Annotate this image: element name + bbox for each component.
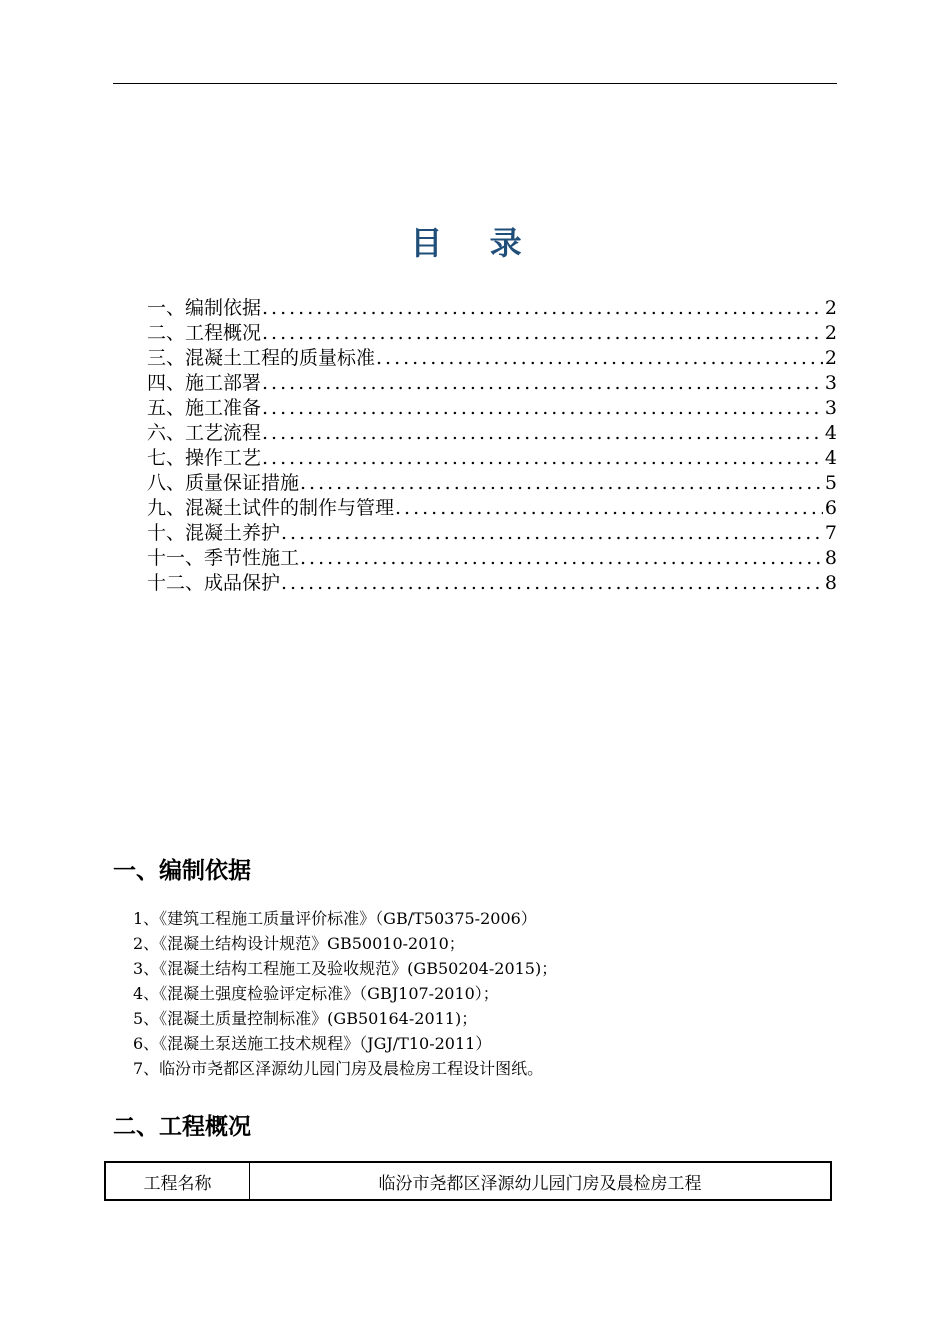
toc-leader: [262, 446, 823, 471]
toc-item[interactable]: [147, 321, 837, 346]
toc-item-page: 4: [824, 447, 837, 469]
toc-item[interactable]: [147, 521, 837, 546]
reference-item: 4、《混凝土强度检验评定标准》（GBJ107-2010）；: [133, 984, 499, 1003]
toc-item-page: 8: [824, 547, 837, 569]
toc-item[interactable]: [147, 421, 837, 446]
toc-item[interactable]: [147, 571, 837, 596]
toc-item[interactable]: [147, 371, 837, 396]
toc-item[interactable]: [147, 346, 837, 371]
toc-item-label: 十、混凝土养护: [147, 522, 281, 544]
toc-item[interactable]: [147, 396, 837, 421]
toc-item-page: 2: [824, 322, 837, 344]
reference-item: 2、《混凝土结构设计规范》GB50010-2010；: [133, 934, 465, 953]
toc-item[interactable]: [147, 546, 837, 571]
toc-item-label: 二、工程概况: [147, 322, 262, 344]
toc-item-label: 九、混凝土试件的制作与管理: [147, 497, 395, 519]
toc-leader: [395, 496, 823, 521]
toc-item-label: 七、操作工艺: [147, 447, 262, 469]
toc-item-label: 十二、成品保护: [147, 572, 281, 594]
toc-item-label: 十一、季节性施工: [147, 547, 300, 569]
reference-item: 1、《建筑工程施工质量评价标准》（GB/T50375-2006）: [133, 909, 537, 928]
reference-item: 5、《混凝土质量控制标准》(GB50164-2011)；: [133, 1009, 478, 1028]
toc-leader: [281, 571, 823, 596]
reference-item: 3、《混凝土结构工程施工及验收规范》(GB50204-2015)；: [133, 959, 558, 978]
toc-item-page: 6: [824, 497, 837, 519]
toc-item[interactable]: [147, 446, 837, 471]
toc-item-label: 五、施工准备: [147, 397, 262, 419]
toc-item[interactable]: [147, 471, 837, 496]
toc-leader: [281, 521, 823, 546]
header-rule: [113, 83, 837, 84]
toc-leader: [262, 371, 823, 396]
section-heading-overview: 二、工程概况: [113, 1114, 251, 1140]
toc-item[interactable]: [147, 496, 837, 521]
toc-item-label: 一、编制依据: [147, 297, 262, 319]
project-name-label: 工程名称: [105, 1162, 250, 1200]
toc-item-page: 8: [824, 572, 837, 594]
toc-item-label: 八、质量保证措施: [147, 472, 300, 494]
toc-item-label: 六、工艺流程: [147, 422, 262, 444]
toc-leader: [262, 396, 823, 421]
toc-item[interactable]: [147, 296, 837, 321]
toc-leader: [262, 321, 823, 346]
toc-leader: [262, 421, 823, 446]
table-row: [105, 1162, 831, 1200]
toc-item-page: 3: [824, 397, 837, 419]
toc-item-label: 三、混凝土工程的质量标准: [147, 347, 376, 369]
toc-item-page: 5: [824, 472, 837, 494]
toc-item-page: 2: [824, 297, 837, 319]
toc-item-page: 2: [824, 347, 837, 369]
toc-leader: [300, 546, 823, 571]
toc-leader: [262, 296, 823, 321]
toc-title: 目 录: [410, 224, 540, 262]
toc-leader: [376, 346, 823, 371]
reference-list: [133, 906, 833, 1081]
table-of-contents: [147, 296, 837, 596]
project-info-table: [104, 1161, 832, 1201]
project-name-value: 临汾市尧都区泽源幼儿园门房及晨检房工程: [250, 1162, 832, 1200]
toc-item-page: 7: [824, 522, 837, 544]
reference-item: 6、《混凝土泵送施工技术规程》（JGJ/T10-2011）: [133, 1034, 492, 1053]
toc-item-label: 四、施工部署: [147, 372, 262, 394]
toc-leader: [300, 471, 823, 496]
toc-item-page: 3: [824, 372, 837, 394]
section-heading-basis: 一、编制依据: [113, 858, 251, 884]
reference-item: 7、临汾市尧都区泽源幼儿园门房及晨检房工程设计图纸。: [133, 1059, 544, 1078]
toc-item-page: 4: [824, 422, 837, 444]
